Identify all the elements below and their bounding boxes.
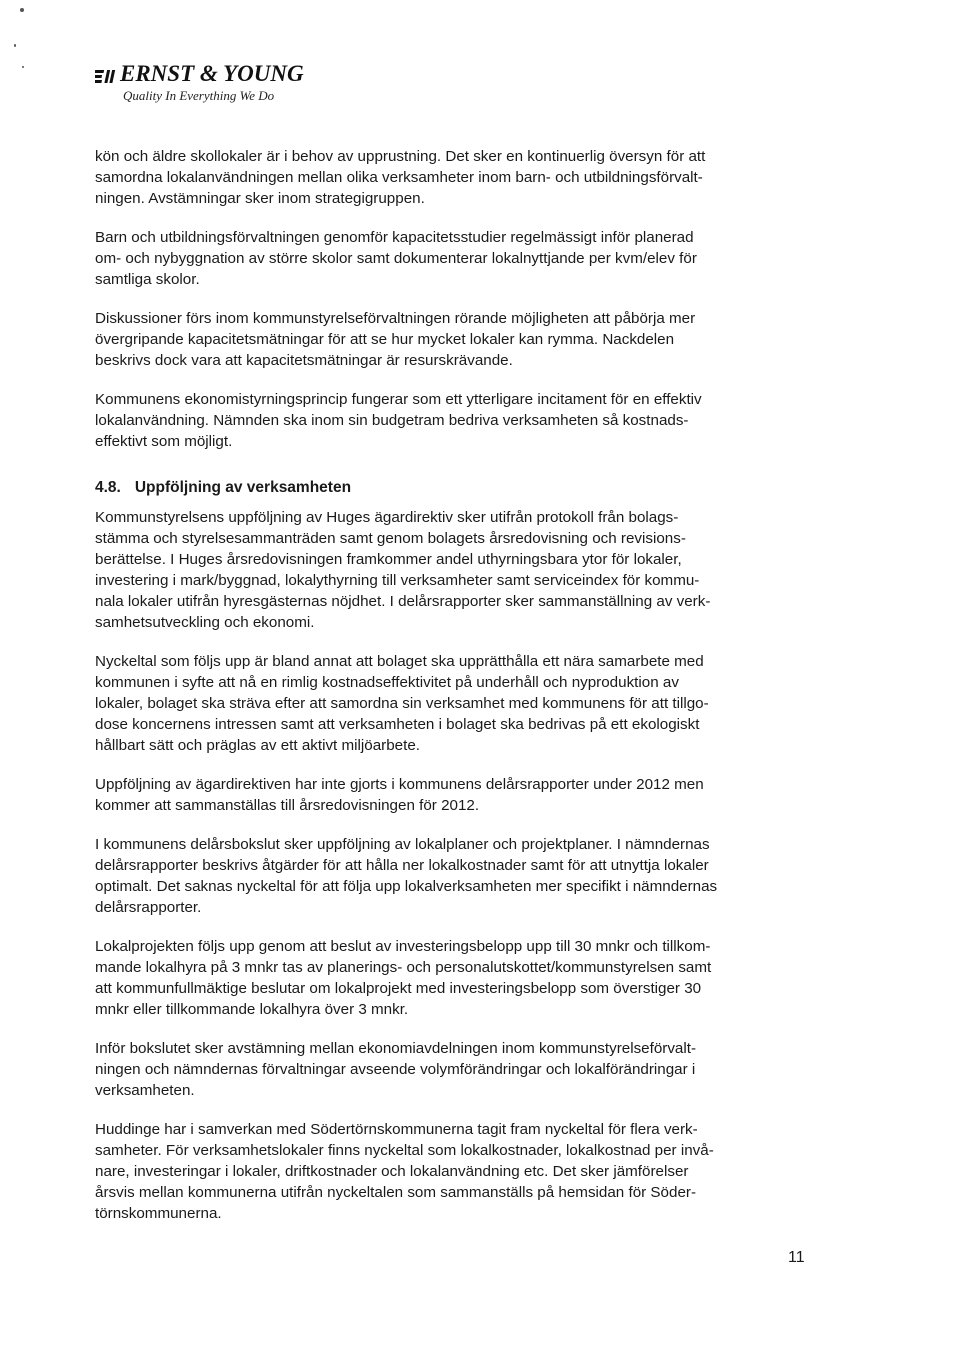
section-heading [95, 477, 807, 498]
paragraph [95, 389, 807, 452]
text-line: kön och äldre skollokaler är i behov av upprustning. Det sker en kontinuerlig översyn för att [95, 148, 706, 165]
text-line: lokaler, bolaget ska sträva efter att samordna sin verksamhet med kommunens för att tillgo- [95, 695, 709, 712]
text-line: Uppföljning av ägardirektiven har inte gjorts i kommunens delårsrapporter under 2012 men [95, 776, 704, 793]
text-line: kommer att sammanställas till årsredovisningen för 2012. [95, 797, 480, 814]
text-line: mnkr eller tillkommande lokalhyra över 3 mnkr. [95, 1001, 409, 1018]
text-line: investering i mark/byggnad, lokalythyrning till verksamheter samt serviceindex för kommu- [95, 572, 700, 589]
text-line: Huddinge har i samverkan med Södertörnskommunerna tagit fram nyckeltal för flera verk- [95, 1121, 698, 1138]
scan-speck [22, 66, 24, 68]
text-line: lokalanvändning. Nämnden ska inom sin budgetram bedriva verksamheten så kostnads- [95, 412, 689, 429]
ey-logo-icon [95, 66, 117, 86]
paragraph [95, 774, 807, 816]
text-line: kommunen i syfte att nå en rimlig kostnadseffektivitet på underhåll och nyproduktion av [95, 674, 679, 691]
text-line: Diskussioner förs inom kommunstyrelseförvaltningen rörande möjligheten att påbörja mer [95, 310, 696, 327]
text-line: ningen och nämndernas förvaltningar avseende volymförändringar och lokalförändringar i [95, 1061, 696, 1078]
text-line: törnskommunerna. [95, 1205, 222, 1222]
text-line: Inför bokslutet sker avstämning mellan ekonomiavdelningen inom kommunstyrelseförvalt- [95, 1040, 697, 1057]
text-line: att kommunfullmäktige beslutar om lokalprojekt med investeringsbelopp som överstiger 30 [95, 980, 702, 997]
text-line: övergripande kapacitetsmätningar för att se hur mycket lokaler kan rymma. Nackdelen [95, 331, 675, 348]
text-line: berättelse. I Huges årsredovisningen framkommer andel uthyrningsbara ytor för lokaler, [95, 551, 682, 568]
text-line: mande lokalhyra på 3 mnkr tas av planerings- och personalutskottet/kommunstyrelsen samt [95, 959, 712, 976]
brand-tagline: Quality In Everything We Do [123, 88, 275, 103]
ernst-young-logo [95, 62, 304, 103]
scan-speck [20, 8, 24, 12]
scan-speck [14, 44, 16, 47]
text-line: I kommunens delårsbokslut sker uppföljning av lokalplaner och projektplaner. I nämndernas [95, 836, 710, 853]
text-line: Lokalprojekten följs upp genom att beslut av investeringsbelopp upp till 30 mnkr och tillkom- [95, 938, 711, 955]
document-body [95, 146, 807, 1224]
text-line: hållbart sätt och präglas av ett aktivt miljöarbete. [95, 737, 421, 754]
text-line: beskrivs dock vara att kapacitetsmätningar är resurskrävande. [95, 352, 513, 369]
paragraph [95, 1119, 807, 1224]
paragraph [95, 146, 807, 209]
section-number: 4.8. [95, 479, 121, 496]
paragraph [95, 308, 807, 371]
text-line: ningen. Avstämningar sker inom strategigruppen. [95, 190, 425, 207]
text-line: samordna lokalanvändningen mellan olika verksamheter inom barn- och utbildningsförvalt- [95, 169, 703, 186]
text-line: nala lokaler utifrån hyresgästernas nöjdhet. I delårsrapporter sker sammanställning av verk- [95, 593, 711, 610]
text-line: delårsrapporter beskrivs åtgärder för att hålla ner lokalkostnader samt för att utnyttja lokaler [95, 857, 709, 874]
paragraph [95, 1038, 807, 1101]
text-line: samheter. För verksamhetslokaler finns nyckeltal som lokalkostnader, lokalkostnad per invå- [95, 1142, 714, 1159]
text-line: samhetsutveckling och ekonomi. [95, 614, 315, 631]
text-line: samtliga skolor. [95, 271, 200, 288]
text-line: dose koncernens intressen samt att verksamheten i bolaget ska bedrivas på ett ekologiskt [95, 716, 700, 733]
text-line: optimalt. Det saknas nyckeltal för att följa upp lokalverksamheten mer specifikt i nämndernas [95, 878, 718, 895]
paragraph [95, 834, 807, 918]
paragraph [95, 936, 807, 1020]
text-line: stämma och styrelsesammanträden samt genom bolagets årsredovisning och revisions- [95, 530, 686, 547]
paragraph [95, 507, 807, 633]
text-line: årsvis mellan kommunerna utifrån nyckeltalen som sammanställs på hemsidan för Söder- [95, 1184, 697, 1201]
text-line: om- och nybyggnation av större skolor samt dokumenterar lokalnyttjande per kvm/elev för [95, 250, 697, 267]
text-line: effektivt som möjligt. [95, 433, 233, 450]
text-line: verksamheten. [95, 1082, 195, 1099]
section-title: Uppföljning av verksamheten [134, 479, 352, 496]
page-number: 11 [788, 1249, 805, 1266]
paragraph [95, 227, 807, 290]
text-line: Kommunstyrelsens uppföljning av Huges ägardirektiv sker utifrån protokoll från bolags- [95, 509, 679, 526]
text-line: Kommunens ekonomistyrningsprincip fungerar som ett ytterligare incitament för en effektiv [95, 391, 702, 408]
paragraph [95, 651, 807, 756]
brand-name: ERNST & YOUNG [120, 61, 304, 86]
text-line: Barn och utbildningsförvaltningen genomför kapacitetsstudier regelmässigt inför planerad [95, 229, 694, 246]
text-line: Nyckeltal som följs upp är bland annat att bolaget ska upprätthålla ett nära samarbete med [95, 653, 704, 670]
text-line: nare, investeringar i lokaler, driftkostnader och lokalanvändning etc. Det sker jämförelser [95, 1163, 689, 1180]
text-line: delårsrapporter. [95, 899, 202, 916]
